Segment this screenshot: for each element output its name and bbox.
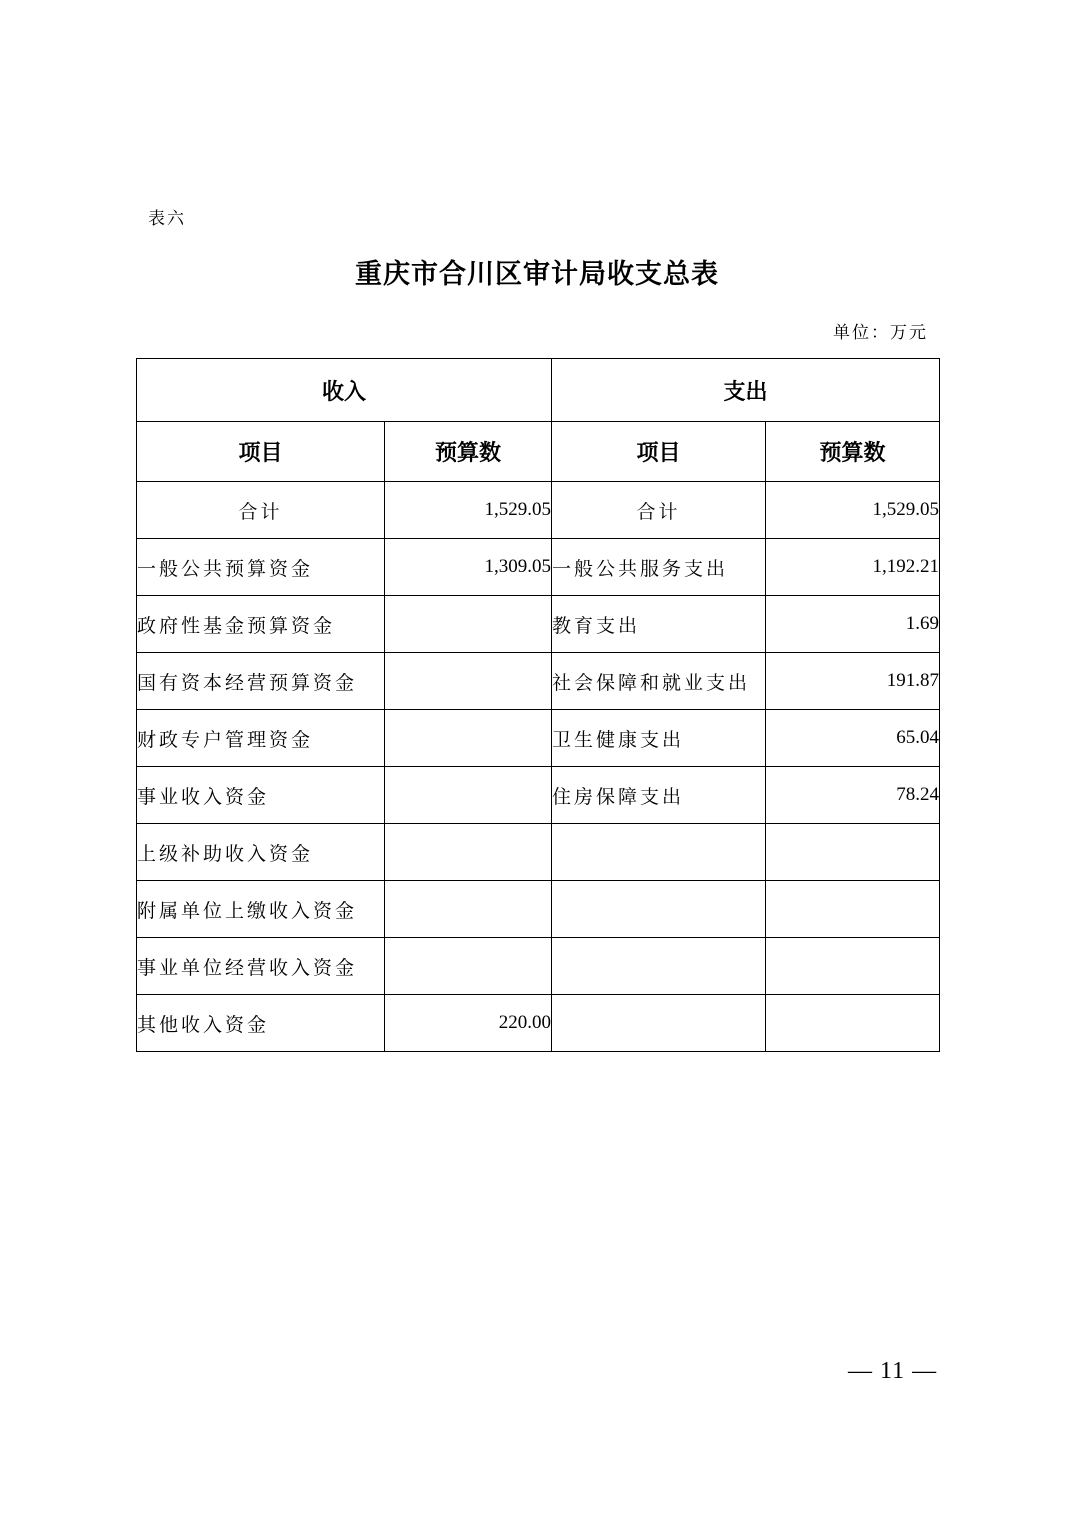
- expense-value: 191.87: [766, 653, 940, 710]
- table-row: [137, 539, 940, 596]
- page-number: — 11 —: [848, 1358, 938, 1384]
- unit-label: 单位：万元: [833, 323, 928, 343]
- table-row: [137, 710, 940, 767]
- expense-value: [766, 938, 940, 995]
- column-header-row: [137, 422, 940, 482]
- table-label: 表六: [148, 209, 186, 229]
- expense-item-column-header: 项目: [552, 422, 766, 482]
- expense-value: [766, 881, 940, 938]
- expense-total-value: 1,529.05: [766, 482, 940, 539]
- expense-item: 社会保障和就业支出: [552, 653, 766, 710]
- income-item-column-header: 项目: [137, 422, 385, 482]
- income-item: 事业单位经营收入资金: [137, 938, 385, 995]
- table-row: [137, 938, 940, 995]
- expense-value: 78.24: [766, 767, 940, 824]
- table-row: [137, 995, 940, 1052]
- income-item: 政府性基金预算资金: [137, 596, 385, 653]
- income-item: 事业收入资金: [137, 767, 385, 824]
- table-row: [137, 653, 940, 710]
- income-item: 一般公共预算资金: [137, 539, 385, 596]
- income-value: 220.00: [385, 995, 552, 1052]
- income-total-value: 1,529.05: [385, 482, 552, 539]
- expense-value: 1,192.21: [766, 539, 940, 596]
- income-item: 上级补助收入资金: [137, 824, 385, 881]
- expense-value: [766, 824, 940, 881]
- expense-item: 卫生健康支出: [552, 710, 766, 767]
- income-value: [385, 653, 552, 710]
- total-row: [137, 482, 940, 539]
- expense-item: [552, 938, 766, 995]
- table-row: [137, 767, 940, 824]
- expense-item: [552, 881, 766, 938]
- income-value: [385, 824, 552, 881]
- income-budget-column-header: 预算数: [385, 422, 552, 482]
- expense-value: 65.04: [766, 710, 940, 767]
- table-row: [137, 824, 940, 881]
- income-value: [385, 596, 552, 653]
- income-item: 其他收入资金: [137, 995, 385, 1052]
- document-title: 重庆市合川区审计局收支总表: [355, 259, 719, 290]
- income-section-header: 收入: [137, 359, 552, 422]
- income-item: 附属单位上缴收入资金: [137, 881, 385, 938]
- expense-item: 一般公共服务支出: [552, 539, 766, 596]
- income-value: [385, 710, 552, 767]
- expense-item: 教育支出: [552, 596, 766, 653]
- expense-total-label: 合计: [552, 482, 766, 539]
- income-item: 国有资本经营预算资金: [137, 653, 385, 710]
- table-row: [137, 596, 940, 653]
- income-value: [385, 767, 552, 824]
- expense-item: [552, 824, 766, 881]
- income-value: [385, 881, 552, 938]
- table-row: [137, 881, 940, 938]
- expense-item: [552, 995, 766, 1052]
- income-expense-summary-table: [136, 358, 940, 1052]
- income-value: 1,309.05: [385, 539, 552, 596]
- expense-item: 住房保障支出: [552, 767, 766, 824]
- expense-budget-column-header: 预算数: [766, 422, 940, 482]
- expense-value: [766, 995, 940, 1052]
- income-item: 财政专户管理资金: [137, 710, 385, 767]
- section-header-row: [137, 359, 940, 422]
- income-value: [385, 938, 552, 995]
- income-total-label: 合计: [137, 482, 385, 539]
- expense-section-header: 支出: [552, 359, 940, 422]
- expense-value: 1.69: [766, 596, 940, 653]
